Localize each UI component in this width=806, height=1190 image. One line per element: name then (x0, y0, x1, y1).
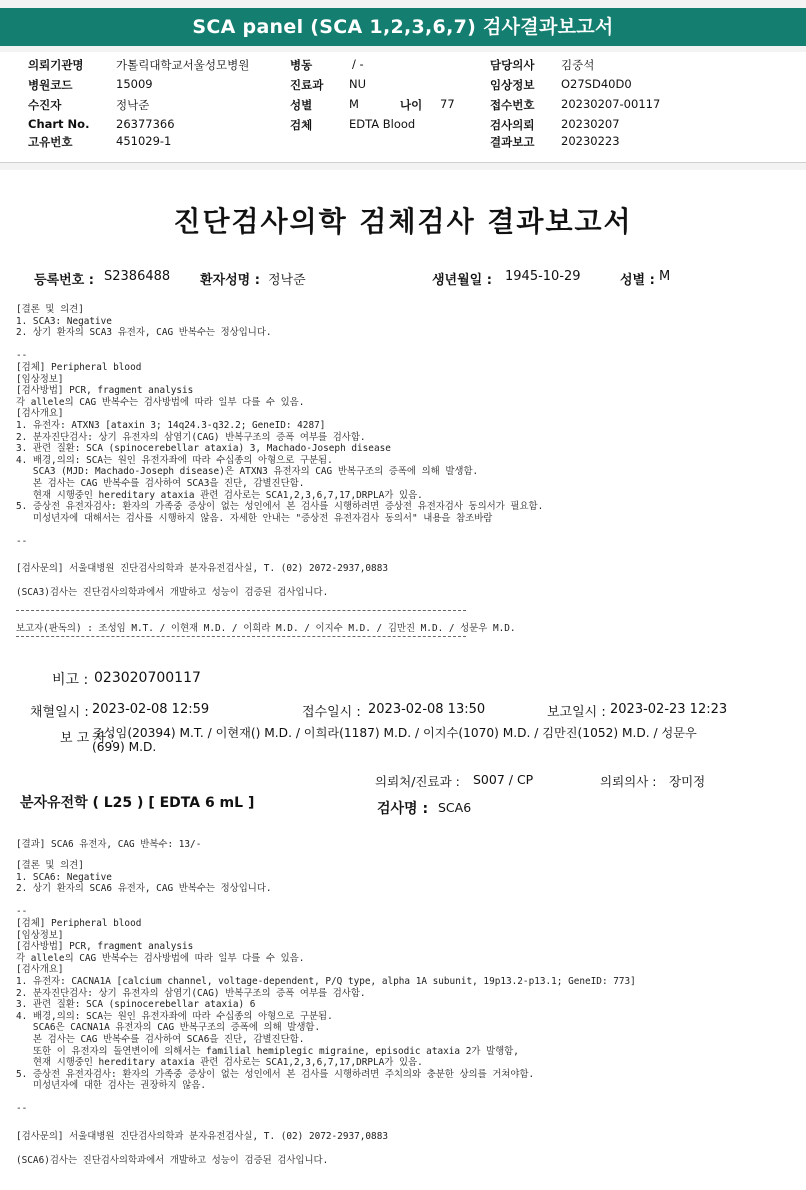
remark-value: 023020700117 (94, 670, 201, 686)
receive-time-label: 접수일시 : (302, 705, 361, 720)
sca6-validation-note: (SCA6)검사는 진단검사의학과에서 개발하고 성능이 검증된 검사입니다. (16, 1155, 329, 1166)
patient-meta-panel (0, 52, 806, 163)
sca3-validation-note: (SCA3)검사는 진단검사의학과에서 개발하고 성능이 검증된 검사입니다. (16, 587, 329, 598)
hospital-code-label: 병원코드 (28, 78, 73, 92)
ward-value: / - (352, 57, 364, 71)
unique-id-value: 451029-1 (116, 134, 172, 148)
patient-name-label: 환자성명 : (200, 273, 260, 288)
doctor-value: 김중석 (561, 58, 595, 72)
test-name-value: SCA6 (438, 800, 472, 815)
lab-report-title: 진단검사의학 검체검사 결과보고서 (173, 205, 633, 238)
divider-bottom (16, 636, 466, 637)
reporter-line-2: (699) M.D. (92, 740, 157, 754)
reg-no-label: 등록번호 : (34, 273, 94, 288)
report-title: SCA panel (SCA 1,2,3,6,7) 검사결과보고서 (192, 16, 614, 38)
report-sex-label: 성별 : (620, 273, 655, 288)
ward-label: 병동 (290, 58, 313, 72)
receive-time-value: 2023-02-08 13:50 (368, 702, 486, 717)
remark-label: 비고 : (52, 672, 89, 688)
patient-value: 정낙준 (116, 98, 150, 112)
report-time-value: 2023-02-23 12:23 (610, 702, 728, 717)
dept-value: NU (349, 77, 367, 91)
chart-no-value: 26377366 (116, 117, 175, 131)
section-heading: 분자유전학 ( L25 ) [ EDTA 6 mL ] (20, 795, 255, 811)
hospital-code-value: 15009 (116, 77, 153, 91)
specimen-value: EDTA Blood (349, 117, 416, 131)
test-name-label: 검사명 : (377, 801, 429, 817)
receipt-no-value: 20230207-00117 (561, 97, 661, 111)
sca3-reporters: 보고자(판독의) : 조성임 M.T. / 이현재 M.D. / 이희라 M.D. / 이지수 M.D. / 김만진 M.D. / 성문우 M.D. (16, 623, 516, 634)
report-time-label: 보고일시 : (547, 705, 606, 720)
dept-label: 진료과 (290, 78, 324, 92)
hospital-label: 의뢰기관명 (28, 58, 84, 72)
result-date-value: 20230223 (561, 134, 620, 148)
unique-id-label: 고유번호 (28, 135, 73, 149)
request-dept-value: S007 / CP (473, 772, 534, 787)
sca6-report-body: [결론 및 의견] 1. SCA6: Negative 2. 상기 환자의 SCA6 유전자, CAG 반복수는 정상입니다. -- [검체] Peripheral blood [임상정보] [검사방법] PCR, fragment analysis 각 allele의 CAG 반복수는 검사방법에 따라 일부 다를 수 있음. [검사개요] 1. 유전자: CACNA1A [calcium channel, voltage-dependent, P/Q type, alpha 1A subunit, 19p13.2-p13.1; GeneID: 773] 2. 분자진단검사: 상기 유전자의 삼염기(CAG) 반복구조의 증폭 여부를 검사함. 3. 관련 질환: SCA (spinocerebellar ataxia) 6 4. 배경,의의: SCA는 원인 유전자좌에 따라 수십종의 아형으로 구분됨. SCA6은 CACNA1A 유전자의 CAG 반복구조의 증폭에 의해 발생함. 본 검사는 CAG 반복수를 검사하여 SCA6을 진단, 감별진단함. 또한 이 유전자의 돌연변이에 의해서는 familial hemiplegic migraine, episodic ataxia 2가 발행함, 현재 시행중인 hereditary ataxia 관련 검사로는 SCA1,2,3,6,7,17,DRPLA가 있음. 5. 증상전 유전자검사: 환자의 가족중 증상이 없는 성인에서 본 검사를 시행하려면 주치의와 충분한 상의를 거쳐야함. 미성년자에 대한 검사는 권장하지 않음. -- (16, 860, 636, 1115)
request-dept-label: 의뢰처/진료과 : (375, 774, 460, 789)
age-label: 나이 (400, 98, 423, 112)
request-date-label: 검사의뢰 (490, 118, 535, 132)
report-title-bar (0, 8, 806, 46)
dob-value: 1945-10-29 (505, 269, 581, 284)
dob-label: 생년월일 : (432, 273, 492, 288)
sca6-result-line: [결과] SCA6 유전자, CAG 반복수: 13/- (16, 839, 202, 850)
reporter-label: 보 고 자 : (60, 731, 115, 746)
sex-value: M (349, 97, 359, 111)
hospital-value: 가톨릭대학교서울성모병원 (116, 58, 250, 72)
collect-time-value: 2023-02-08 12:59 (92, 702, 210, 717)
doctor-label: 담당의사 (490, 58, 535, 72)
request-date-value: 20230207 (561, 117, 620, 131)
chart-no-label: Chart No. (28, 117, 90, 131)
sca6-inquiry-line: [검사문의] 서울대병원 진단검사의학과 분자유전검사실, T. (02) 2072-2937,0883 (16, 1131, 388, 1142)
sca3-report-body: [결론 및 의견] 1. SCA3: Negative 2. 상기 환자의 SCA3 유전자, CAG 반복수는 정상입니다. -- [검체] Peripheral blood [임상정보] [검사방법] PCR, fragment analysis 각 allele의 CAG 반복수는 검사방법에 따라 일부 다를 수 있음. [검사개요] 1. 유전자: ATXN3 [ataxin 3; 14q24.3-q32.2; GeneID: 4287] 2. 분자진단검사: 상기 유전자의 삼염기(CAG) 반복구조의 증폭 여부를 검사함. 3. 관련 질환: SCA (spinocerebellar ataxia) 3, Machado-Joseph disease 4. 배경,의의: SCA는 원인 유전자좌에 따라 수십종의 아형으로 구분됨. SCA3 (MJD: Machado-Joseph disease)은 ATXN3 유전자의 CAG 반복구조의 증폭에 의해 발생함. 본 검사는 CAG 반복수를 검사하여 SCA3을 진단, 감별진단함. 현재 시행중인 hereditary ataxia 관련 검사로는 SCA1,2,3,6,7,17,DRPLA가 있음. 5. 증상전 유전자검사: 환자의 가족중 증상이 없는 성인에서 본 검사를 시행하려면 증상전 유전자검사 동의서가 필요함. 미성년자에 대해서는 검사를 시행하지 않음. 자세한 안내는 "증상전 유전자검사 동의서" 내용을 참조바람 -- (16, 304, 544, 547)
lab-report-page (0, 170, 806, 1190)
report-sex-value: M (659, 269, 671, 284)
request-doctor-label: 의뢰의사 : (600, 774, 657, 789)
collect-time-label: 채혈일시 : (30, 705, 89, 720)
request-doctor-value: 장미정 (669, 774, 706, 789)
reg-no-value: S2386488 (104, 269, 171, 284)
reporter-line-1: 조성임(20394) M.T. / 이현재() M.D. / 이희라(1187) M.D. / 이지수(1070) M.D. / 김만진(1052) M.D. / 성문우 (92, 726, 697, 740)
specimen-label: 검체 (290, 118, 313, 132)
patient-label: 수진자 (28, 98, 62, 112)
age-value: 77 (440, 97, 455, 111)
clinical-info-label: 임상정보 (490, 78, 535, 92)
receipt-no-label: 접수번호 (490, 98, 535, 112)
sca3-inquiry-line: [검사문의] 서울대병원 진단검사의학과 분자유전검사실, T. (02) 2072-2937,0883 (16, 563, 388, 574)
divider-top (16, 610, 466, 611)
result-date-label: 결과보고 (490, 135, 535, 149)
patient-name-value: 정낙준 (268, 273, 306, 288)
sex-label: 성별 (290, 98, 313, 112)
clinical-info-value: O27SD40D0 (561, 77, 632, 91)
